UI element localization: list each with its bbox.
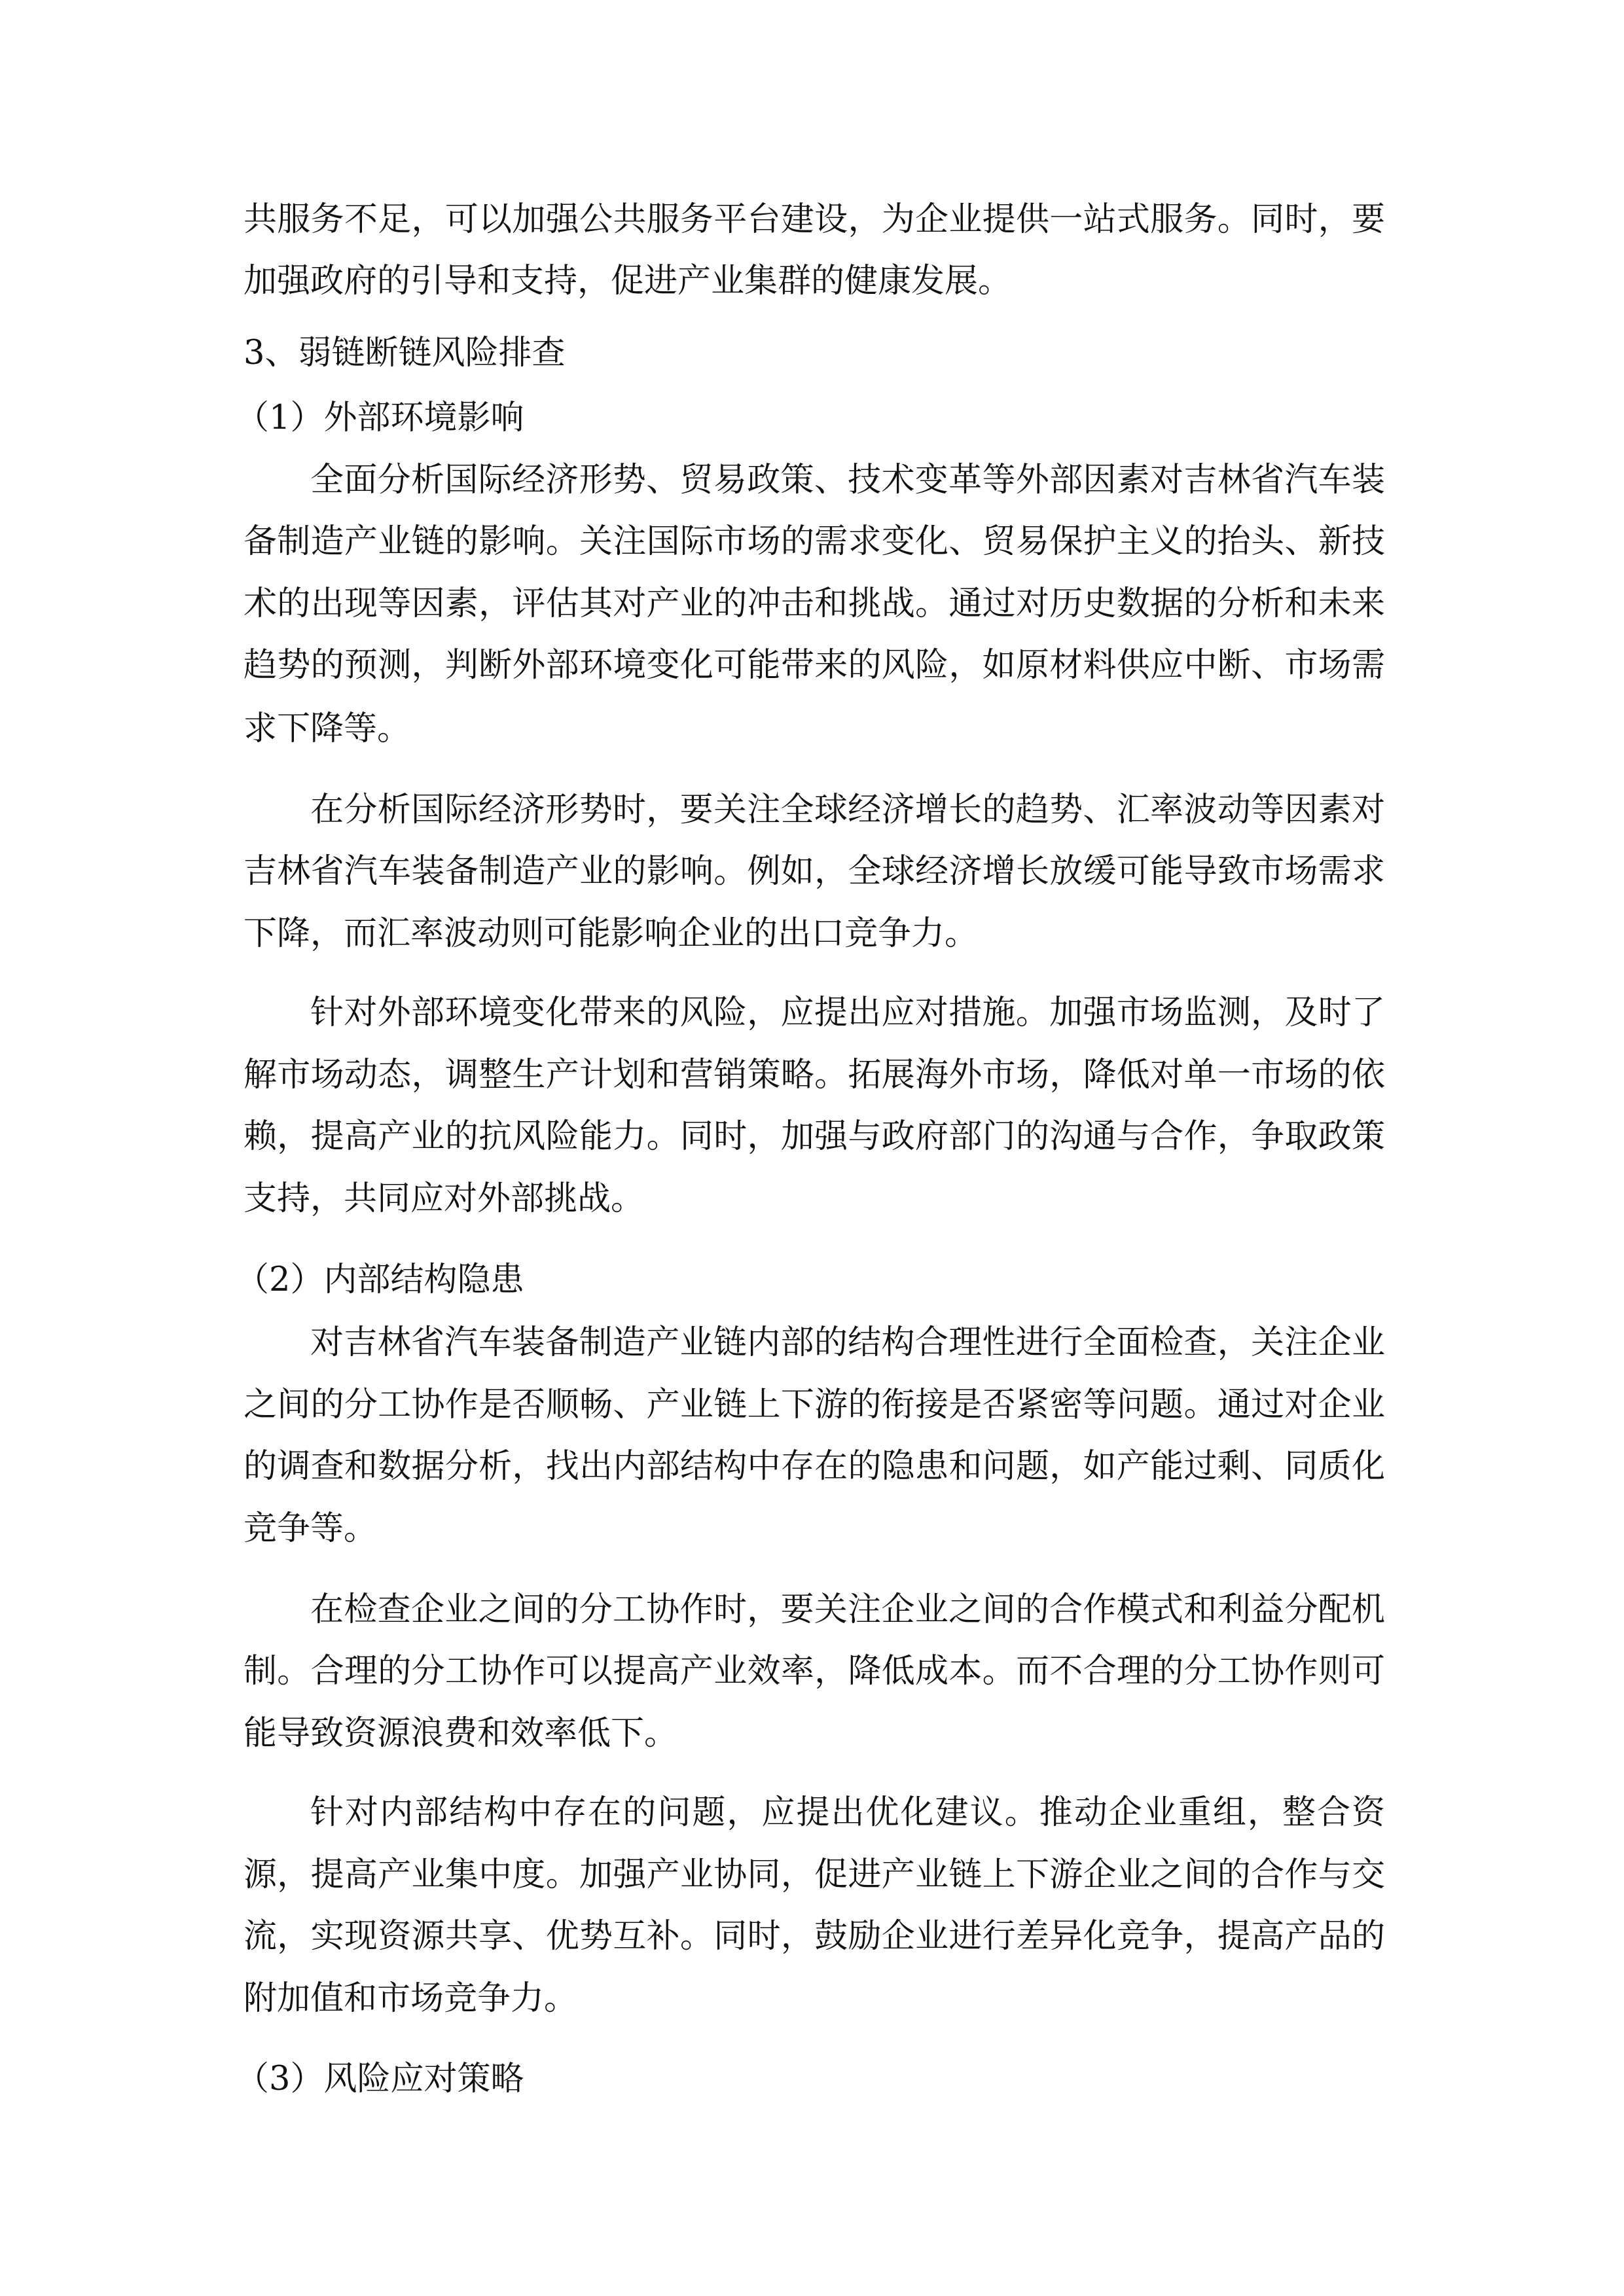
paragraph-line: 吉林省汽车装备制造产业的影响。例如，全球经济增长放缓可能导致市场需求 [244,852,1385,891]
paragraph-line: 在分析国际经济形势时，要关注全球经济增长的趋势、汇率波动等因素对 [310,790,1385,829]
paragraph-line: 针对外部环境变化带来的风险，应提出应对措施。加强市场监测，及时了 [310,994,1385,1033]
paragraph-line: 竞争等。 [244,1509,378,1548]
section-heading: 3、弱链断链风险排查 [244,334,566,373]
paragraph-line: 下降，而汇率波动则可能影响企业的出口竞争力。 [244,914,979,953]
paragraph-line: 制。合理的分工协作可以提高产业效率，降低成本。而不合理的分工协作则可 [244,1652,1385,1691]
paragraph-line: 全面分析国际经济形势、贸易政策、技术变革等外部因素对吉林省汽车装 [310,460,1385,499]
paragraph-line: 趋势的预测，判断外部环境变化可能带来的风险，如原材料供应中断、市场需 [244,646,1385,685]
subsection-heading: （1）外部环境影响 [236,399,524,438]
subsection-heading: （3）风险应对策略 [236,2060,524,2099]
paragraph-line: 共服务不足，可以加强公共服务平台建设，为企业提供一站式服务。同时，要 [244,200,1385,239]
paragraph-line: 的调查和数据分析，找出内部结构中存在的隐患和问题，如产能过剩、同质化 [244,1447,1385,1486]
paragraph-line: 在检查企业之间的分工协作时，要关注企业之间的合作模式和利益分配机 [310,1590,1385,1629]
paragraph-line: 源，提高产业集中度。加强产业协同，促进产业链上下游企业之间的合作与交 [244,1855,1385,1894]
paragraph-line: 支持，共同应对外部挑战。 [244,1179,645,1218]
paragraph-line: 针对内部结构中存在的问题，应提出优化建议。推动企业重组，整合资 [310,1793,1385,1832]
paragraph-line: 流，实现资源共享、优势互补。同时，鼓励企业进行差异化竞争，提高产品的 [244,1917,1385,1956]
paragraph-line: 加强政府的引导和支持，促进产业集群的健康发展。 [244,262,1012,300]
subsection-heading: （2）内部结构隐患 [236,1260,524,1299]
paragraph-line: 附加值和市场竞争力。 [244,1979,578,2018]
paragraph-line: 赖，提高产业的抗风险能力。同时，加强与政府部门的沟通与合作，争取政策 [244,1117,1385,1157]
paragraph-line: 求下降等。 [244,709,411,748]
paragraph-line: 对吉林省汽车装备制造产业链内部的结构合理性进行全面检查，关注企业 [310,1323,1385,1363]
paragraph-line: 备制造产业链的影响。关注国际市场的需求变化、贸易保护主义的抬头、新技 [244,522,1385,562]
paragraph-line: 术的出现等因素，评估其对产业的冲击和挑战。通过对历史数据的分析和未来 [244,584,1385,623]
paragraph-line: 之间的分工协作是否顺畅、产业链上下游的衔接是否紧密等问题。通过对企业 [244,1385,1385,1424]
paragraph-line: 能导致资源浪费和效率低下。 [244,1713,678,1753]
paragraph-line: 解市场动态，调整生产计划和营销策略。拓展海外市场，降低对单一市场的依 [244,1055,1385,1094]
